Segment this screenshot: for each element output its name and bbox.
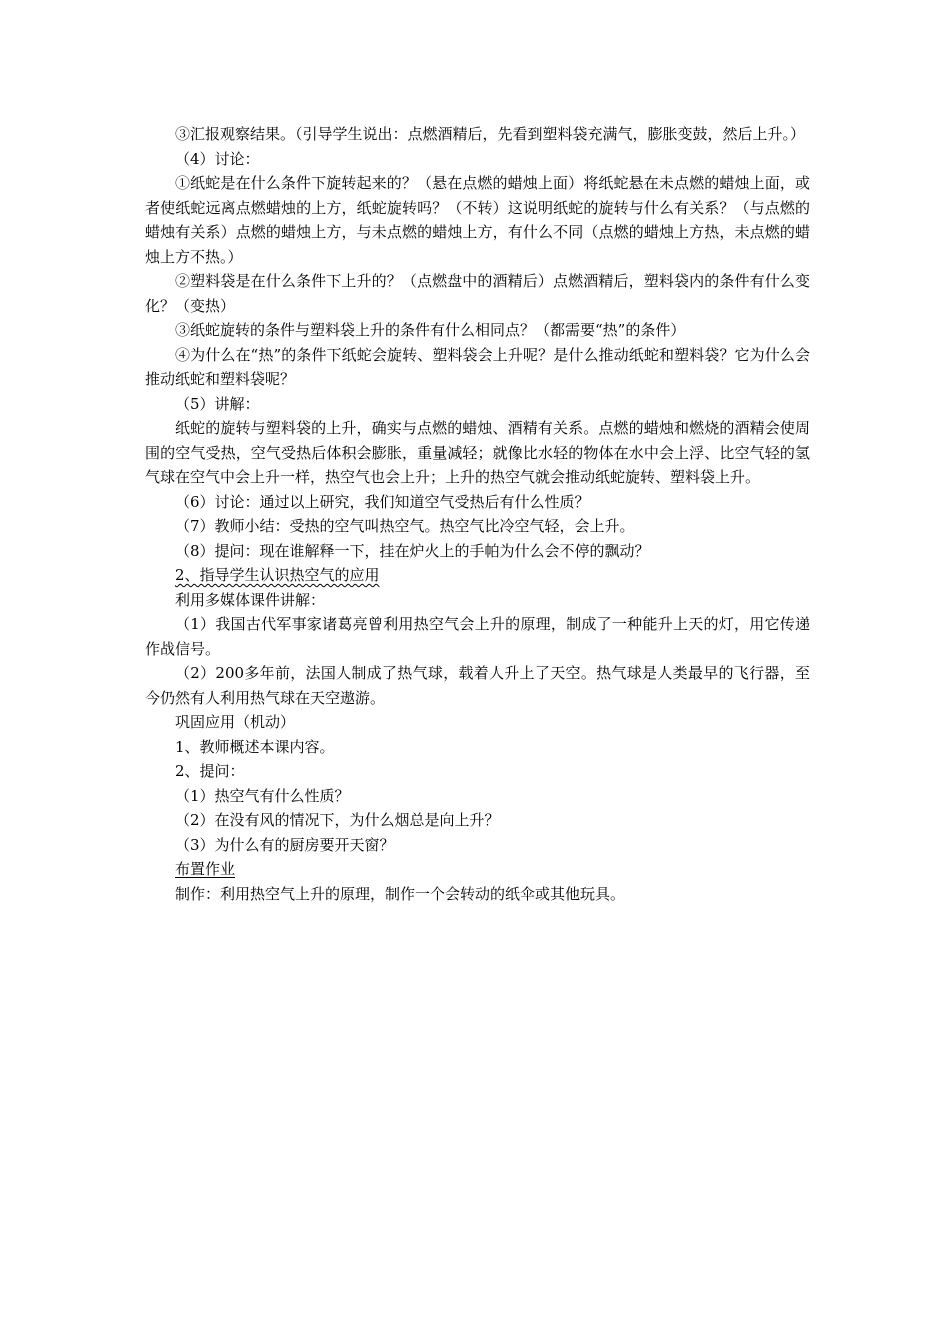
paragraph-zhuge-liang-lantern: （1）我国古代军事家诸葛亮曾利用热空气会上升的原理，制成了一种能升上天的灯，用它传递作战信号。 [145,615,810,658]
paragraph-question-8: （8）提问：现在谁解释一下，挂在炉火上的手帕为什么会不停的飘动？ [175,541,650,560]
paragraph-common-condition: ③纸蛇旋转的条件与塑料袋上升的条件有什么相同点？（都需要“热”的条件） [175,321,686,339]
heading-explanation-5: （5）讲解： [175,394,260,413]
paragraph-why-heat: ④为什么在“热”的条件下纸蛇会旋转、塑料袋会上升呢？是什么推动纸蛇和塑料袋？它为什么会推动纸蛇和塑料袋呢？ [145,345,810,388]
section-heading-homework-text: 布置作业 [175,860,236,878]
paragraph-explanation: 纸蛇的旋转与塑料袋的上升，确实与点燃的蜡烛、酒精有关系。点燃的蜡烛和燃烧的酒精会使周围的空气受热，空气受热后体积会膨胀，重量减轻；就像比水轻的物体在水中会上浮、比空气轻的氢气球在空气中会上升一样，热空气也会上升；上升的热空气就会推动纸蛇旋转、塑料袋上升。 [145,419,810,486]
list-item-summary: 1、教师概述本课内容。 [175,737,335,756]
paragraph-homework-task: 制作：利用热空气上升的原理，制作一个会转动的纸伞或其他玩具。 [175,884,626,903]
heading-discussion-4: （4）讨论： [175,149,260,168]
paragraph-report-results: ③汇报观察结果。（引导学生说出：点燃酒精后，先看到塑料袋充满气，膨胀变鼓，然后上升。） [175,125,806,143]
paragraph-paper-snake-condition: ①纸蛇是在什么条件下旋转起来的？（悬在点燃的蜡烛上面）将纸蛇悬在未点燃的蜡烛上面，或者使纸蛇远离点燃蜡烛的上方，纸蛇旋转吗？（不转）这说明纸蛇的旋转与什么有关系？（与点燃的蜡烛有关系）点燃的蜡烛上方，与未点燃的蜡烛上方，有什么不同（点燃的蜡烛上方热，未点燃的蜡烛上方不热。） [145,174,810,266]
section-heading-homework [145,857,810,882]
question-1: （1）热空气有什么性质？ [175,786,350,805]
question-2: （2）在没有风的情况下，为什么烟总是向上升？ [175,811,500,829]
section-heading-consolidation: 巩固应用（机动） [175,713,296,731]
paragraph-plastic-bag-condition: ②塑料袋是在什么条件下上升的？（点燃盘中的酒精后）点燃酒精后，塑料袋内的条件有什么变化？（变热） [145,272,810,315]
section-heading-applications [145,563,810,588]
question-3: （3）为什么有的厨房要开天窗？ [175,835,395,854]
paragraph-discussion-6: （6）讨论：通过以上研究，我们知道空气受热后有什么性质？ [175,492,590,511]
paragraph-multimedia: 利用多媒体课件讲解： [175,590,326,609]
list-item-questions: 2、提问： [175,762,245,780]
paragraph-hot-air-balloon: （2）200多年前，法国人制成了热气球，载着人升上了天空。热气球是人类最早的飞行器，至今仍然有人利用热气球在天空遨游。 [145,664,810,707]
paragraph-teacher-summary: （7）教师小结：受热的空气叫热空气。热空气比冷空气轻，会上升。 [175,517,635,535]
document-page [145,122,810,906]
section-heading-applications-text: 2、指导学生认识热空气的应用 [175,566,380,584]
